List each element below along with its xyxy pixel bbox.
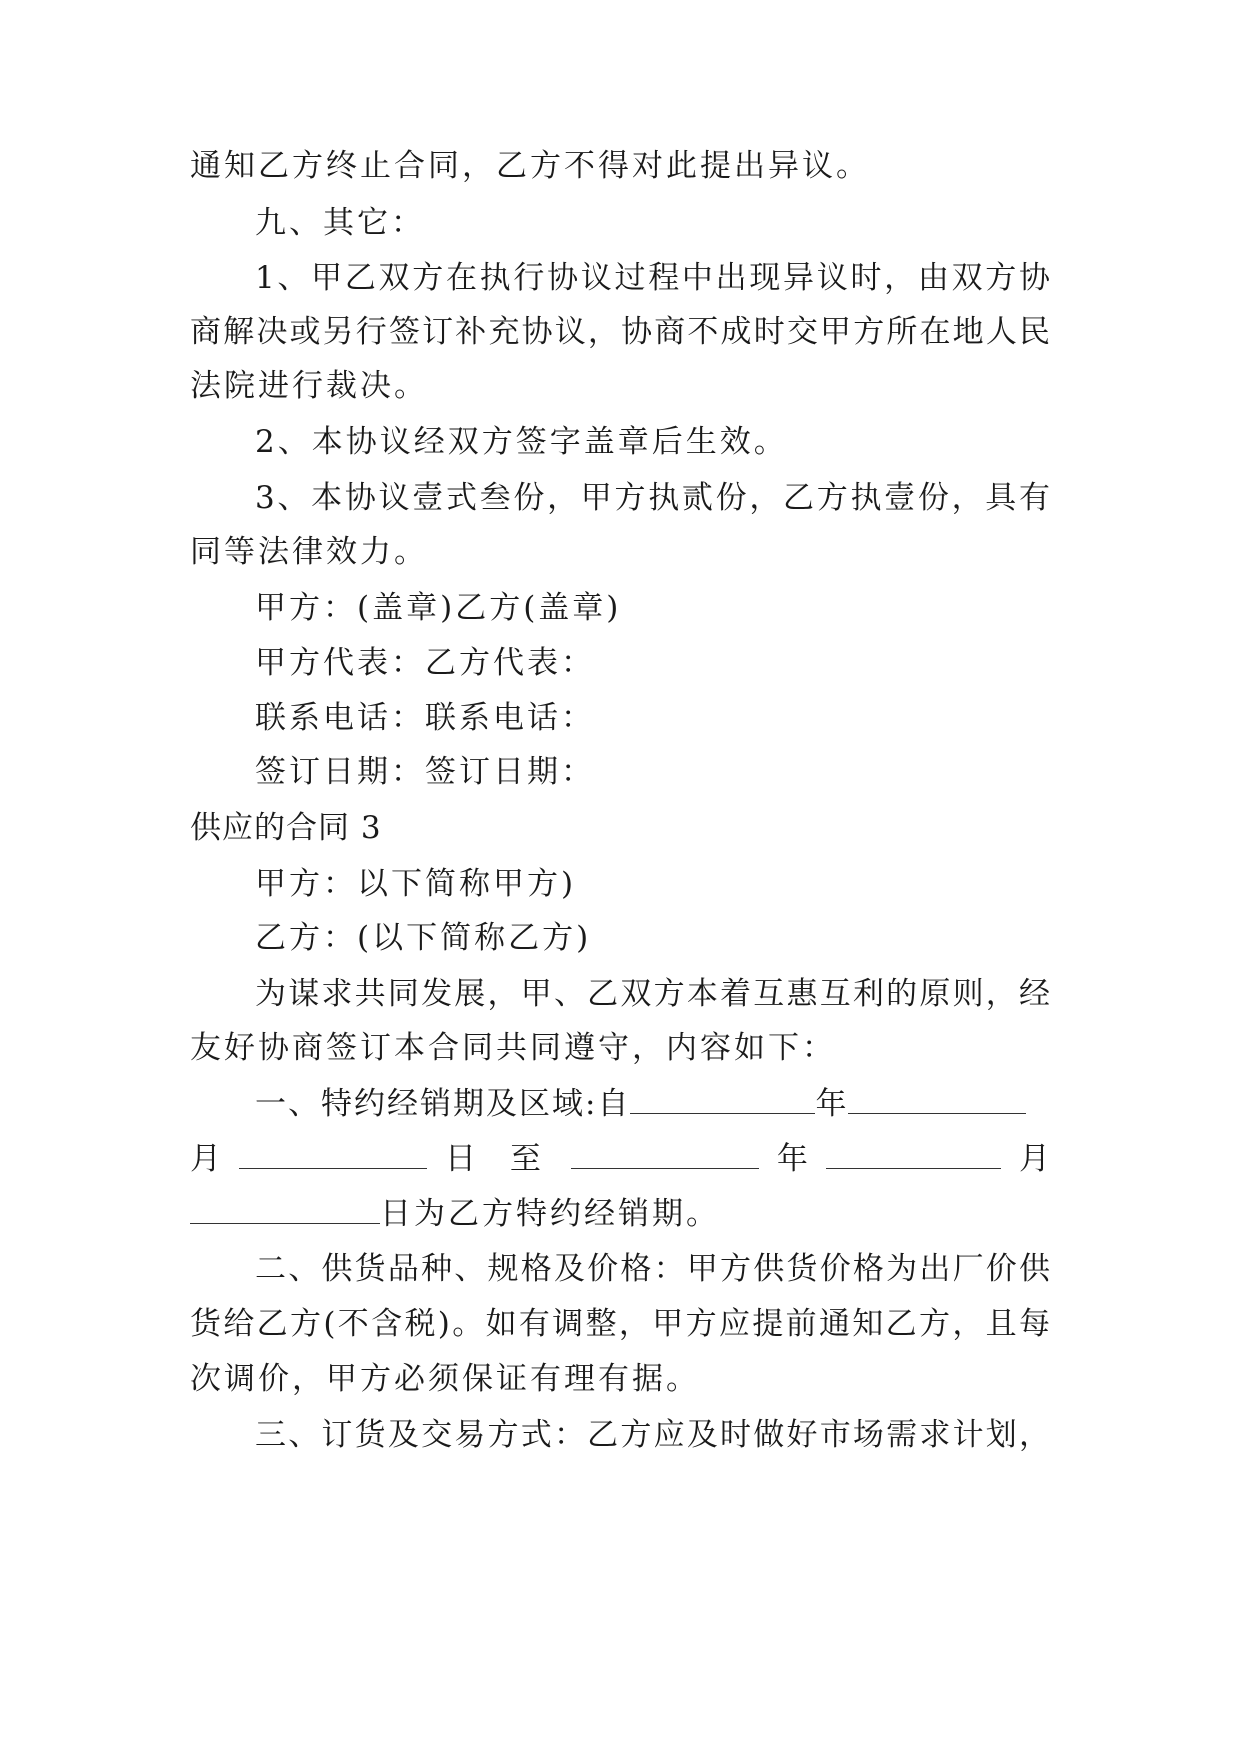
blank-field — [571, 1138, 759, 1169]
term-line — [190, 1193, 1050, 1233]
signature-line: 签订日期：签订日期： — [255, 754, 595, 790]
blank-field — [190, 1193, 380, 1224]
term-end-text: 日为乙方特约经销期。 — [380, 1196, 720, 1232]
signature-line: 联系电话：联系电话： — [255, 700, 595, 736]
term-label: 一、特约经销期及区域:自 — [255, 1086, 631, 1122]
party-line: 甲方：以下简称甲方) — [255, 866, 577, 902]
party-line: 乙方：(以下简称乙方) — [255, 920, 592, 956]
paragraph-line: 同等法律效力。 — [190, 534, 428, 570]
term-year-label: 年 — [815, 1086, 849, 1122]
term-day-label: 日 至 — [445, 1141, 553, 1177]
term-line — [255, 1083, 1050, 1123]
term-month-label: 月 — [190, 1141, 221, 1177]
blank-field — [848, 1083, 1026, 1114]
paragraph-line: 3、本协议壹式叁份，甲方执贰份，乙方执壹份，具有 — [255, 480, 1050, 516]
blank-field — [826, 1138, 1001, 1169]
paragraph-line: 次调价，甲方必须保证有理有据。 — [190, 1361, 700, 1397]
blank-field — [630, 1083, 815, 1114]
signature-line: 甲方：(盖章)乙方(盖章) — [255, 590, 622, 626]
paragraph-line: 三、订货及交易方式：乙方应及时做好市场需求计划， — [255, 1417, 1050, 1453]
term-line — [190, 1138, 1050, 1178]
paragraph-line: 2、本协议经双方签字盖章后生效。 — [255, 424, 788, 460]
section-heading: 九、其它： — [255, 205, 425, 241]
paragraph-line: 二、供货品种、规格及价格：甲方供货价格为出厂价供 — [255, 1251, 1050, 1287]
signature-line: 甲方代表：乙方代表： — [255, 645, 595, 681]
paragraph-line: 通知乙方终止合同，乙方不得对此提出异议。 — [190, 148, 870, 184]
blank-field — [239, 1138, 427, 1169]
paragraph-line: 货给乙方(不含税)。如有调整，甲方应提前通知乙方，且每 — [190, 1306, 1050, 1342]
term-month-label: 月 — [1018, 1141, 1050, 1177]
paragraph-line: 为谋求共同发展，甲、乙双方本着互惠互利的原则，经 — [255, 976, 1050, 1012]
paragraph-line: 商解决或另行签订补充协议，协商不成时交甲方所在地人民 — [190, 314, 1050, 350]
term-year-label: 年 — [776, 1141, 808, 1177]
paragraph-line: 法院进行裁决。 — [190, 368, 428, 404]
paragraph-line: 1、甲乙双方在执行协议过程中出现异议时，由双方协 — [255, 260, 1050, 296]
paragraph-line: 友好协商签订本合同共同遵守，内容如下： — [190, 1030, 836, 1066]
document-title: 供应的合同 3 — [190, 810, 382, 846]
